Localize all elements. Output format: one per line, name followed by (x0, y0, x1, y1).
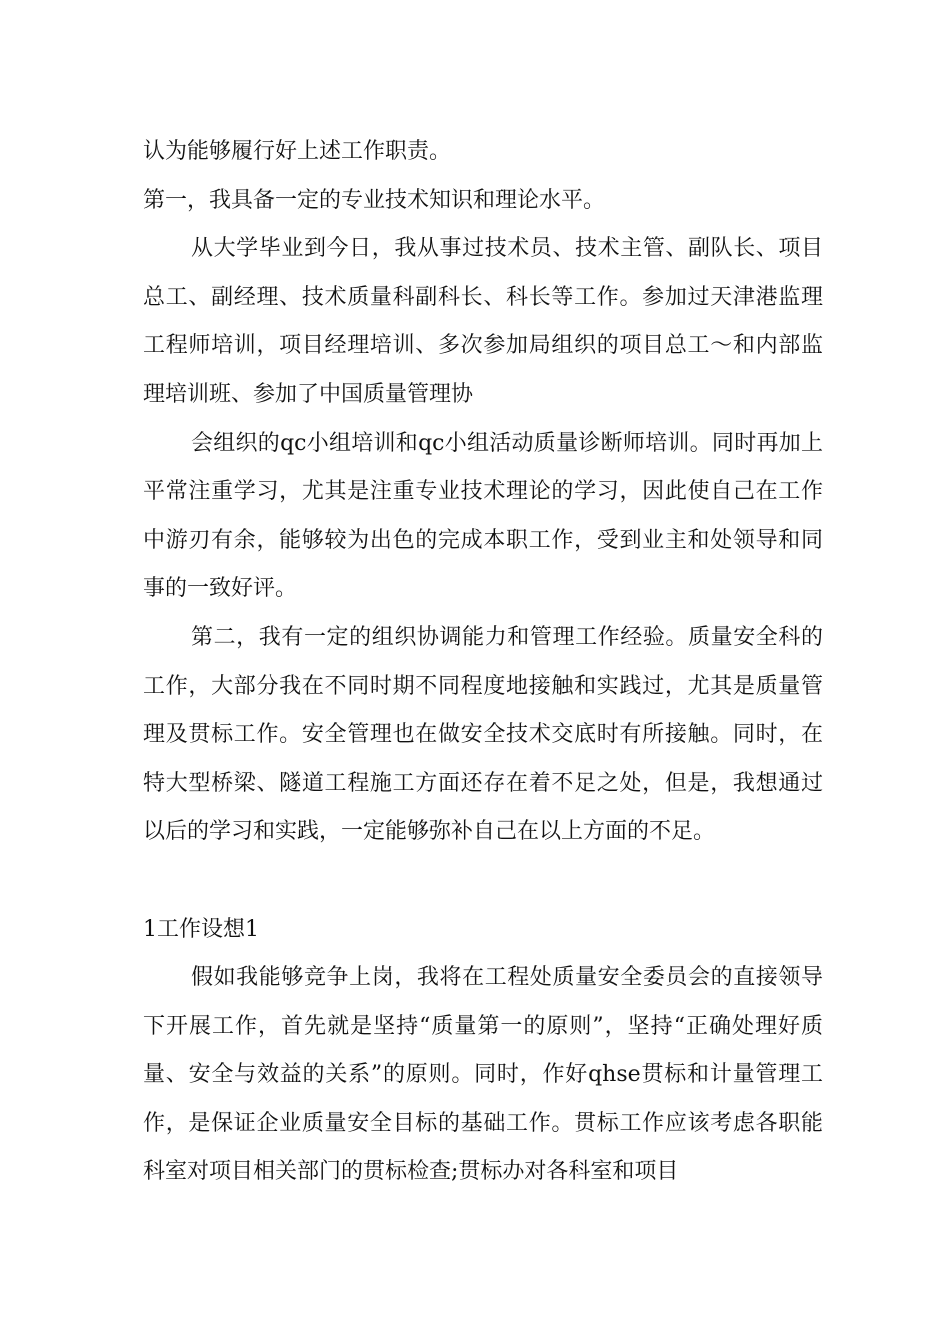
paragraph-experience: 从大学毕业到今日，我从事过技术员、技术主管、副队长、项目总工、副经理、技术质量科副科长、科长等工作。参加过天津港监理工程师培训，项目经理培训、多次参加局组织的项目总工～和内部监理培训班、参加了中国质量管理协 (143, 236, 823, 407)
paragraph-point-two: 第二，我有一定的组织协调能力和管理工作经验。质量安全科的工作，大部分我在不同时期不同程度地接触和实践过，尤其是质量管理及贯标工作。安全管理也在做安全技术交底时有所接触。同时，在特大型桥梁、隧道工程施工方面还存在着不足之处，但是，我想通过以后的学习和实践，一定能够弥补自己在以上方面的不足。 (143, 624, 823, 845)
document-body (143, 128, 823, 1197)
section-heading-work-plan: 1工作设想1 (143, 916, 259, 942)
paragraph-continuation: 认为能够履行好上述工作职责。 (143, 139, 452, 164)
paragraph-training: 会组织的qc小组培训和qc小组活动质量诊断师培训。同时再加上平常注重学习，尤其是注重专业技术理论的学习，因此使自己在工作中游刃有余，能够较为出色的完成本职工作，受到业主和处领导和同事的一致好评。 (143, 430, 823, 602)
paragraph-work-plan: 假如我能够竞争上岗，我将在工程处质量安全委员会的直接领导下开展工作，首先就是坚持“质量第一的原则”，坚持“正确处理好质量、安全与效益的关系”的原则。同时，作好qhse贯标和计量管理工作，是保证企业质量安全目标的基础工作。贯标工作应该考虑各职能科室对项目相关部门的贯标检查;贯标办对各科室和项目 (143, 965, 823, 1185)
paragraph-point-one-heading: 第一，我具备一定的专业技术知识和理论水平。 (143, 187, 606, 213)
paragraph-spacer (143, 857, 823, 906)
